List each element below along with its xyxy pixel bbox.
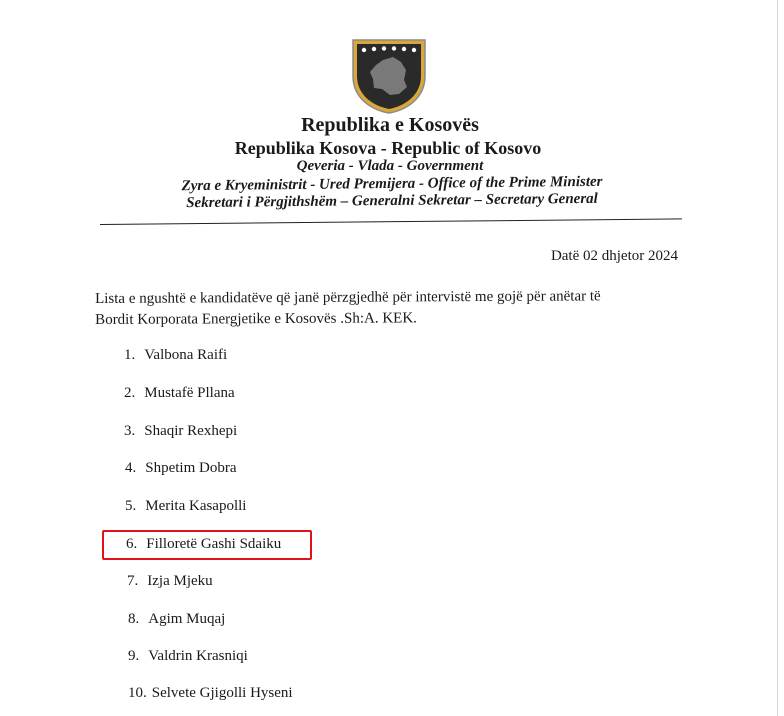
kosovo-coat-of-arms (349, 36, 429, 114)
list-item (124, 423, 237, 440)
header-government: Qeveria - Vlada - Government (296, 158, 484, 174)
list-number: 3. (124, 423, 136, 439)
highlight-box (102, 530, 312, 560)
candidate-name: Shpetim Dobra (145, 460, 237, 476)
candidate-name: Merita Kasapolli (145, 498, 247, 514)
list-number: 2. (124, 385, 136, 401)
list-item (125, 460, 237, 477)
list-number: 5. (125, 498, 137, 514)
list-number: 9. (128, 648, 140, 664)
candidate-name: Valbona Raifi (144, 347, 228, 363)
list-item (124, 347, 227, 364)
candidate-name: Agim Muqaj (148, 611, 226, 627)
header-republic-albanian: Republika e Kosovës (301, 114, 479, 136)
list-number: 7. (127, 573, 139, 589)
list-number: 6. (126, 536, 138, 552)
list-item (125, 498, 246, 515)
candidate-name: Mustafë Pllana (144, 385, 235, 401)
list-item (124, 385, 235, 402)
header-office-prime-minister: Zyra e Kryeministrit - Ured Premijera - Office of the Prime Minister (181, 173, 603, 195)
header-divider (100, 218, 682, 225)
candidate-name: Izja Mjeku (147, 573, 213, 589)
candidate-name: Valdrin Krasniqi (148, 648, 248, 664)
list-item (128, 685, 293, 702)
intro-line-1: Lista e ngushtë e kandidatëve që janë përzgjedhë për intervistë me gojë për anëtar të (95, 288, 601, 307)
list-item (128, 648, 248, 665)
header-republic-serbian-english: Republika Kosova - Republic of Kosovo (234, 138, 542, 158)
list-number: 8. (128, 611, 140, 627)
document-date: Datë 02 dhjetor 2024 (550, 248, 678, 264)
list-number: 4. (125, 460, 137, 476)
list-item (128, 611, 225, 628)
page-edge (777, 0, 778, 716)
intro-line-2: Bordit Korporata Energjetike e Kosovës .Sh:A. KEK. (95, 310, 417, 328)
candidate-name: Selvete Gjigolli Hyseni (151, 685, 293, 701)
list-number: 1. (124, 347, 136, 363)
list-item (127, 573, 213, 590)
candidate-name: Filloretë Gashi Sdaiku (146, 536, 282, 552)
candidate-name: Shaqir Rexhepi (144, 423, 238, 439)
intro-paragraph (95, 286, 601, 331)
header-secretary-general: Sekretari i Përgjithshëm – Generalni Sekretar – Secretary General (186, 190, 598, 212)
list-number: 10. (128, 685, 147, 701)
